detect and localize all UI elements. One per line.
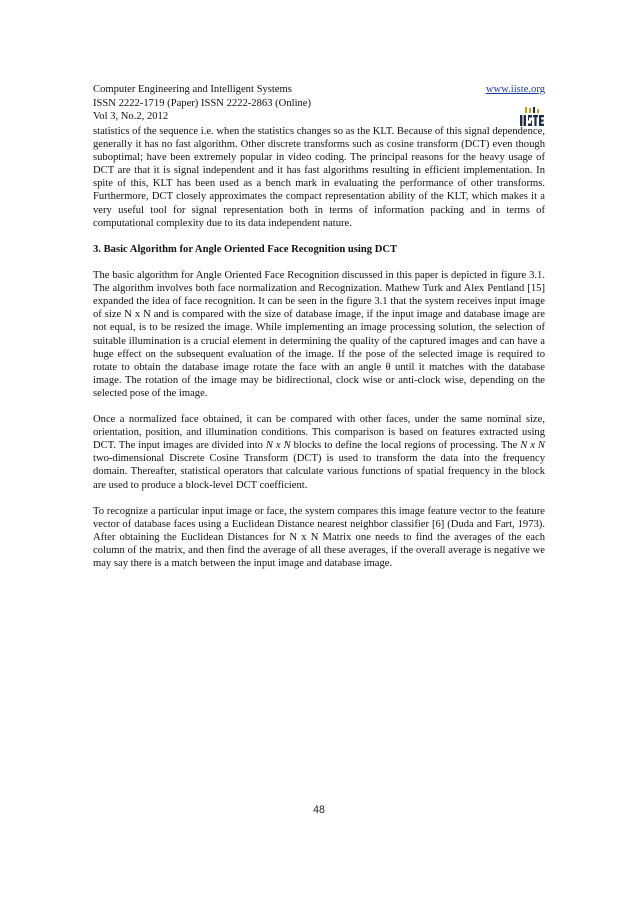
section-heading: 3. Basic Algorithm for Angle Oriented Face Recognition using DCT [93, 243, 398, 255]
volume-line: Vol 3, No.2, 2012 [93, 111, 169, 122]
dct-size-italic: N x N [520, 440, 545, 452]
journal-title: Computer Engineering and Intelligent Systems [93, 84, 292, 95]
block-size-italic: N x N [265, 440, 291, 452]
dct-paragraph [93, 413, 545, 492]
dct-paragraph-text-b: blocks to define the local regions of processing. The [290, 440, 521, 452]
recognition-paragraph: To recognize a particular input image or face, the system compares this image feature vector to the feature vector of database faces using a Euclidean Distance nearest neighbor classifier [6] (Duda and Fart, 1973). After obtaining the Euclidean Distances for N x N Matrix one needs to find the averages of the each column of the matrix, and then find the average of all these averages, if the overall average is negative we may say there is a match between the input image and database image. [93, 505, 545, 570]
issn-line: ISSN 2222-1719 (Paper) ISSN 2222-2863 (Online) [93, 97, 312, 109]
page-number: 48 [313, 804, 325, 816]
algorithm-paragraph: The basic algorithm for Angle Oriented Face Recognition discussed in this paper is depicted in figure 3.1. The algorithm involves both face normalization and Recognization. Mathew Turk and Alex Pentland [15] expanded the idea of face recognition. It can be seen in the figure 3.1 that the system receives input image of size N x N and is compared with the size of database image, if the input image and database image are not equal, is to be resized the image. While implementing an image processing solution, the selection of suitable illumination is a crucial element in determining the quality of the captured images and can have a huge effect on the subsequent evaluation of the image. If the pose of the selected image is required to rotate to obtain the database image rotate the face with an angle θ until it matches with the database image. The rotation of the image may be bidirectional, clock wise or anti-clock wise, depending on the selected pose of the image. [93, 270, 545, 399]
dct-paragraph-text-c: two-dimensional Discrete Cosine Transform (DCT) is used to transform the data into the frequency domain. Thereafter, statistical operators that calculate various functions of spatial frequency in the block are used to produce a block-level DCT coefficient. [93, 453, 545, 491]
dct-paragraph-text-a: Once a normalized face obtained, it can be compared with other faces, under the same nominal size, orientation, position, and illumination conditions. This comparison is based on features extracted using DCT. The input images are divided into [93, 414, 545, 452]
continued-paragraph: statistics of the sequence i.e. when the statistics changes so as the KLT. Because of this signal dependence, generally it has no fast algorithm. Other discrete transforms such as cosine transform (DCT) even though suboptimal; have been extremely popular in video coding. The principal reasons for the heavy usage of DCT are that it is signal independent and it has fast algorithms resulting in efficient implementation. In spite of this, KLT has been used as a bench mark in evaluating the performance of other transforms. Furthermore, DCT closely approximates the compact representation ability of the KLT, which makes it a very useful tool for signal representation both in terms of information packing and in terms of computational complexity due to its data independent nature. [93, 126, 545, 229]
article-body [93, 125, 545, 583]
journal-url-link[interactable]: www.iiste.org [485, 84, 545, 95]
page-header [93, 83, 545, 124]
iiste-logo [519, 107, 545, 127]
